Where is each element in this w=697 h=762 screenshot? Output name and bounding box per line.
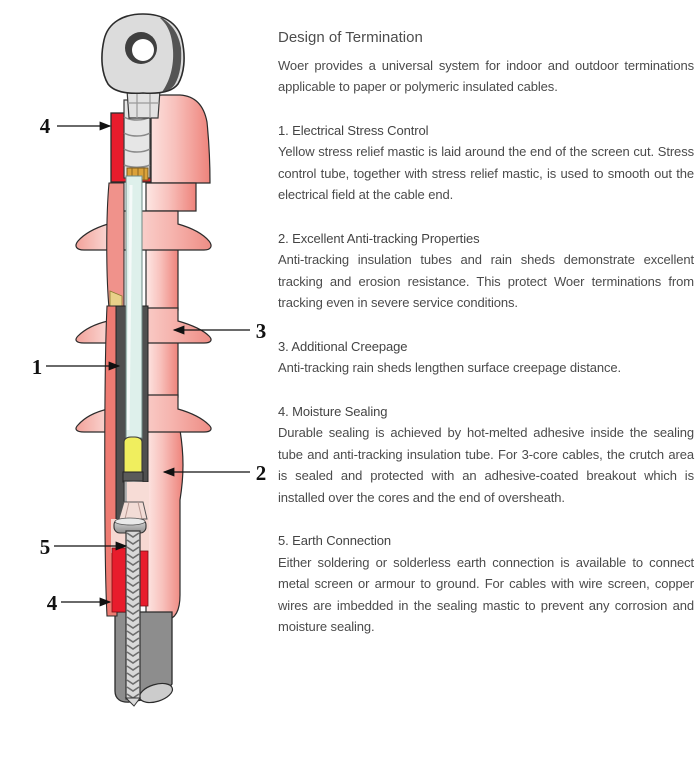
section-heading: 5. Earth Connection — [278, 533, 392, 548]
section-anti-tracking — [278, 228, 694, 314]
section-heading: 3. Additional Creepage — [278, 338, 408, 354]
section-additional-creepage — [278, 336, 694, 379]
section-heading: 4. Moisture Sealing — [278, 403, 388, 419]
section-electrical-stress-control — [278, 120, 694, 206]
page-title: Design of Termination — [278, 29, 423, 46]
callout-4-bottom — [47, 591, 110, 615]
section-body: Yellow stress relief mastic is laid around the end of the screen cut. Stress control tube, together with stress relief mastic, is used to smooth out the electrical field at the cable end. — [278, 144, 694, 202]
earth-braid — [126, 531, 140, 699]
sealing-mastic-left — [112, 548, 126, 612]
section-body: Either soldering or solderless earth connection is available to connect metal screen or armour to ground. For cables with wire screen, copper wires are imbedded in the sealing mastic to prevent any corrosion and moisture sealing. — [278, 554, 694, 634]
section-heading: 1. Electrical Stress Control — [278, 122, 429, 138]
tube-neck-1 — [146, 248, 178, 310]
tube-neck-2 — [146, 341, 178, 397]
intro-paragraph: Woer provides a universal system for indoor and outdoor terminations applicable to paper or polymeric insulated cables. — [278, 57, 694, 94]
rain-shed-1 — [76, 211, 211, 250]
anti-tracking-tube-lower — [146, 430, 183, 620]
callout-3-label: 3 — [255, 319, 267, 343]
callout-2-label: 2 — [255, 461, 267, 485]
tube-collar — [146, 183, 196, 211]
section-heading: 2. Excellent Anti-tracking Properties — [278, 230, 480, 246]
callout-4-bottom-label: 4 — [46, 591, 58, 615]
callout-1-label: 1 — [31, 355, 43, 379]
callout-5-label: 5 — [39, 535, 51, 559]
section-body: Anti-tracking insulation tubes and rain sheds demonstrate excellent tracking and erosion resistance. This protect Woer terminations from tracking even in severe service conditions. — [278, 252, 694, 310]
section-body: Durable sealing is achieved by hot-melted adhesive inside the sealing tube and anti-tracking insulation tube. For 3-core cables, the crutch area is sealed and protected with an adhesive-coated breakout which is installed over the cores and the end of oversheath. — [278, 425, 694, 505]
section-moisture-sealing — [278, 401, 694, 509]
lug-hole — [132, 39, 154, 61]
termination-diagram-svg — [0, 0, 270, 757]
callout-4-top-label: 4 — [39, 114, 51, 138]
lug-neck — [127, 90, 160, 118]
description-column — [278, 27, 694, 638]
callout-4-top — [40, 114, 110, 138]
termination-diagram — [0, 0, 270, 757]
breakout-funnel — [119, 502, 147, 519]
section-earth-connection — [278, 530, 694, 638]
section-body: Anti-tracking rain sheds lengthen surface creepage distance. — [278, 360, 622, 375]
cut-outer-layer-upper — [107, 183, 124, 308]
